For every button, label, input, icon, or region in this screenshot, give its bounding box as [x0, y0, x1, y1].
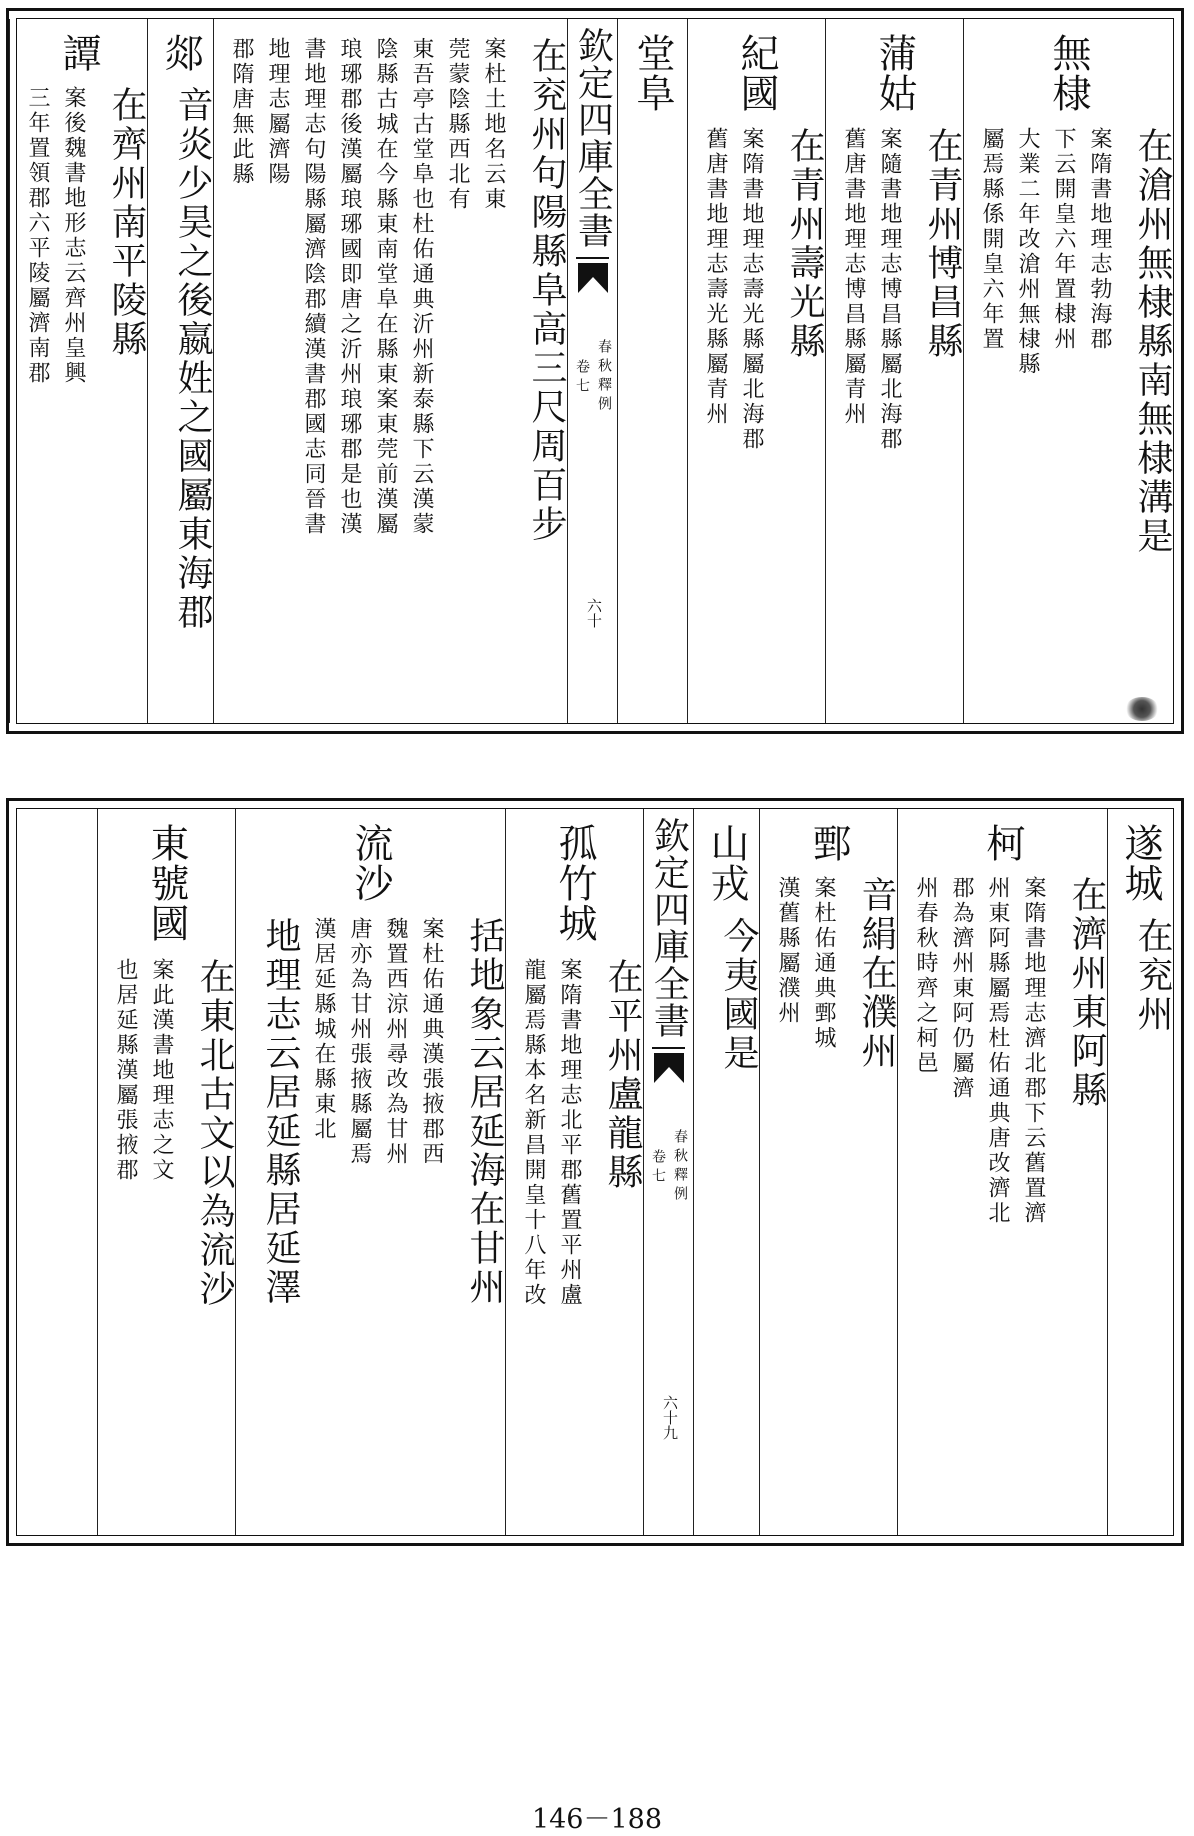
volume-number: 卷七	[650, 1149, 666, 1187]
entry-heading: 堂阜	[630, 33, 675, 113]
entry-text: 括地象云居延海在甘州	[464, 917, 505, 1307]
annotation-text: 案隋書地理志壽光縣屬北海郡	[739, 127, 764, 452]
entry-heading: 鄄	[806, 823, 851, 863]
entry-4	[617, 19, 687, 723]
divider	[652, 1047, 685, 1049]
entry-text: 在東北古文以為流沙	[194, 958, 235, 1309]
leaf-number: 六十	[585, 598, 603, 628]
entry-3	[9, 19, 147, 723]
annotation-text: 案杜佑通典漢張掖郡西	[419, 917, 444, 1167]
library-title: 欽定四庫全書	[572, 27, 614, 249]
annotation-text: 地理志屬濟陽	[265, 37, 290, 187]
annotation-text: 案隨書地理志博昌縣屬北海郡	[877, 127, 902, 452]
entry-heading: 遂城	[1118, 823, 1163, 903]
annotation-text: 案此漢書地理志之文	[149, 958, 174, 1183]
entry-heading: 蒲姑	[872, 33, 917, 113]
entry-text: 在青州博昌縣	[922, 127, 963, 361]
entry-text: 在兖州	[1132, 917, 1173, 1034]
entry-text: 在平州盧龍縣	[602, 958, 643, 1192]
book-title: 春秋釋例	[672, 1129, 688, 1205]
entry-heading: 譚	[56, 33, 101, 73]
entry-1	[505, 809, 643, 1535]
entry-heading: 東號國	[144, 823, 189, 943]
annotation-text: 案杜土地名云東	[481, 37, 506, 212]
annotation-text: 魏置西涼州尋改為甘州	[383, 917, 408, 1167]
center-margin	[643, 809, 693, 1535]
entry-heading: 孤竹城	[552, 823, 597, 943]
annotation-text: 郡隋唐無此縣	[229, 37, 254, 187]
entry-text: 今夷國是	[718, 917, 759, 1073]
annotation-text: 龍屬焉縣本名新昌開皇十八年改	[521, 958, 546, 1308]
entry-4	[693, 809, 759, 1535]
annotation-text: 案隋書地理志濟北郡下云舊置濟	[1021, 876, 1046, 1226]
entry-heading: 紀國	[734, 33, 779, 113]
bottom-page-columns	[16, 808, 1174, 1536]
entry-text: 在濟州東阿縣	[1066, 876, 1107, 1110]
ink-smudge	[1125, 697, 1159, 721]
entry-heading: 柯	[980, 823, 1025, 863]
annotation-text: 州春秋時齊之柯邑	[913, 876, 938, 1076]
entry-2	[897, 809, 1107, 1535]
annotation-text: 莞蒙陰縣西北有	[445, 37, 470, 212]
entry-heading: 流沙	[348, 823, 393, 903]
annotation-text: 也居延縣漢屬張掖郡	[113, 958, 138, 1183]
entry-1	[1107, 809, 1173, 1535]
leaf-number: 六十九	[661, 1395, 679, 1440]
annotation-text: 舊唐書地理志博昌縣屬青州	[841, 127, 866, 427]
annotation-text: 三年置領郡六平陵屬濟南郡	[25, 86, 50, 386]
entry-3	[97, 809, 235, 1535]
entry-text: 音炎少昊之後嬴姓之國屬東海郡	[172, 86, 213, 632]
annotation-text: 大業二年改滄州無棣縣	[1015, 127, 1040, 377]
annotation-text: 屬焉縣係開皇六年置	[979, 127, 1004, 352]
volume-number: 卷七	[574, 359, 590, 397]
top-page-columns	[16, 18, 1174, 724]
entry-2	[825, 19, 963, 723]
entry-1	[213, 19, 567, 723]
entry-text: 在滄州無棣縣南無棣溝是	[1132, 127, 1173, 556]
bottom-page	[6, 798, 1184, 1546]
annotation-text: 郡為濟州東阿仍屬濟	[949, 876, 974, 1101]
annotation-text: 漢舊縣屬濮州	[775, 876, 800, 1026]
page-reference: 146－188	[531, 1804, 663, 1835]
annotation-text: 漢居延縣城在縣東北	[311, 917, 336, 1142]
annotation-text: 舊唐書地理志壽光縣屬青州	[703, 127, 728, 427]
annotation-text: 案隋書地理志北平郡舊置平州盧	[557, 958, 582, 1308]
fish-tail-mark	[578, 263, 608, 309]
top-page	[6, 8, 1184, 734]
divider	[576, 257, 609, 259]
center-margin	[567, 19, 617, 723]
entry-heading: 山戎	[704, 823, 749, 903]
entry-heading: 無棣	[1046, 33, 1091, 113]
library-title: 欽定四庫全書	[648, 817, 690, 1039]
annotation-text: 案杜佑通典鄄城	[811, 876, 836, 1051]
annotation-text: 唐亦為甘州張掖縣屬焉	[347, 917, 372, 1167]
annotation-text: 琅琊郡後漢屬琅琊國即唐之沂州琅琊郡是也漢	[337, 37, 362, 537]
annotation-text: 書地理志句陽縣屬濟陰郡續漢書郡國志同晉書	[301, 37, 326, 537]
annotation-text: 下云開皇六年置棣州	[1051, 127, 1076, 352]
annotation-text: 州東阿縣屬焉杜佑通典唐改濟北	[985, 876, 1010, 1226]
entry-3	[759, 809, 897, 1535]
entry-2	[147, 19, 213, 723]
entry-3	[687, 19, 825, 723]
annotation-text: 東吾亭古堂阜也杜佑通典沂州新泰縣下云漢蒙	[409, 37, 434, 537]
annotation-text: 案隋書地理志勃海郡	[1087, 127, 1112, 352]
entry-text: 在齊州南平陵縣	[106, 86, 147, 359]
entry-2	[235, 809, 505, 1535]
annotation-text: 陰縣古城在今縣東南堂阜在縣東案東莞前漢屬	[373, 37, 398, 537]
entry-text: 在兖州句陽縣阜高三尺周百步	[526, 37, 567, 544]
entry-text: 音絹在濮州	[856, 876, 897, 1071]
book-title: 春秋釋例	[596, 339, 612, 415]
fish-tail-mark	[654, 1053, 684, 1099]
entry-heading: 郯	[158, 33, 203, 73]
entry-text: 地理志云居延縣居延澤	[260, 917, 301, 1307]
entry-1	[963, 19, 1173, 723]
entry-text: 在青州壽光縣	[784, 127, 825, 361]
blank-margin	[17, 809, 97, 1535]
annotation-text: 案後魏書地形志云齊州皇興	[61, 86, 86, 386]
